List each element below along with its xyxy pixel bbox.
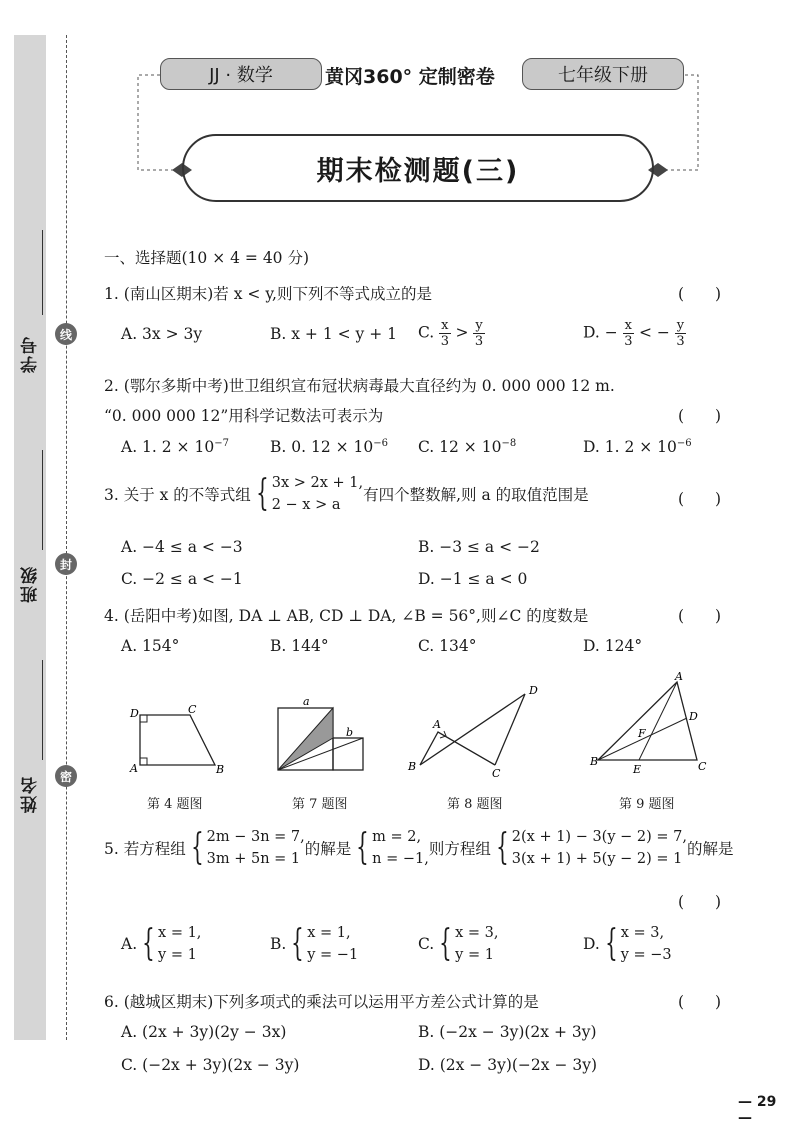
f8-label-d: D <box>529 684 538 697</box>
q1-c-prefix: C. <box>418 323 435 342</box>
section-heading: 一、选择题(10 × 4 = 40 分) <box>104 249 310 267</box>
q2-stem-line1: 2. (鄂尔多斯中考)世卫组织宣布冠状病毒最大直径约为 0. 000 000 12 m. <box>104 377 615 395</box>
binding-dashed-line <box>66 35 67 1040</box>
q1-stem: 1. (南山区期末)若 x < y,则下列不等式成立的是 <box>104 285 432 303</box>
q1-option-d <box>583 318 686 349</box>
q4-option-d: D. 124° <box>583 637 643 655</box>
seal-line-icon: 线 <box>55 323 77 345</box>
q3-stem-post: 有四个整数解,则 a 的取值范围是 <box>363 486 589 504</box>
page-title: 期末检测题(三) <box>182 134 654 202</box>
name-label: 姓名 <box>21 775 41 813</box>
q4-option-a: A. 154° <box>121 637 180 655</box>
q5-option-d: D. { x = 3, y = −3 <box>583 923 672 964</box>
q1-d-frac2: $\frac{y}{3}$ <box>676 318 685 349</box>
q6-answer-blank: ( ) <box>678 993 722 1011</box>
q4-option-b: B. 144° <box>270 637 329 655</box>
q5-stem-pre: 5. 若方程组 <box>104 840 186 858</box>
figure-9 <box>589 670 707 776</box>
fig9-caption: 第 9 题图 <box>619 797 675 812</box>
fig7-caption: 第 7 题图 <box>292 797 348 812</box>
q5-option-c: C. { x = 3, y = 1 <box>418 923 499 964</box>
q3-option-b: B. −3 ≤ a < −2 <box>418 538 540 556</box>
class-write-line <box>42 450 43 550</box>
q2-option-a: A. 1. $2 \times 10^{-7}$ <box>121 438 229 457</box>
q2-answer-blank: ( ) <box>678 407 722 425</box>
q4-option-c: C. 134° <box>418 637 477 655</box>
f4-label-b: B <box>216 763 225 776</box>
grade-badge: 七年级下册 <box>522 58 684 90</box>
q5-stem-mid2: 则方程组 <box>428 840 491 858</box>
f9-label-d: D <box>689 710 698 723</box>
q1-c-frac2: $\frac{y}{3}$ <box>474 318 484 349</box>
f7-label-b: b <box>346 726 354 739</box>
q1-option-a: A. 3x > 3y <box>121 325 203 343</box>
q5-system-1: { 2m − 3n = 7, 3m + 5n = 1 <box>190 827 305 868</box>
q4-stem: 4. (岳阳中考)如图, DA ⊥ AB, CD ⊥ DA, ∠B = 56°,则∠C 的度数是 <box>104 607 589 625</box>
q3-option-a: A. −4 ≤ a < −3 <box>121 538 243 556</box>
fig8-caption: 第 8 题图 <box>447 797 503 812</box>
f9-label-e: E <box>633 763 642 776</box>
q2-option-c: C. $12 \times 10^{-8}$ <box>418 438 517 457</box>
figure-4 <box>129 703 224 776</box>
q1-d-prefix: D. − <box>583 323 618 342</box>
f4-label-a: A <box>130 762 138 775</box>
f9-label-c: C <box>698 760 707 773</box>
q1-option-c <box>418 318 485 349</box>
q1-d-frac1: $\frac{x}{3}$ <box>624 318 633 349</box>
q6-option-a: A. (2x + 3y)(2y − 3x) <box>121 1023 287 1041</box>
q6-stem: 6. (越城区期末)下列多项式的乘法可以运用平方差公式计算的是 <box>104 993 539 1011</box>
f9-label-f: F <box>638 727 646 740</box>
q4-answer-blank: ( ) <box>678 607 722 625</box>
figure-8 <box>407 684 538 780</box>
subject-badge: JJ · 数学 <box>160 58 322 90</box>
seal-dense-icon: 密 <box>55 765 77 787</box>
q6-option-b: B. (−2x − 3y)(2x + 3y) <box>418 1023 597 1041</box>
q3-inequality-system: { 3x > 2x + 1, 2 − x > a <box>255 473 364 514</box>
q3-option-d: D. −1 ≤ a < 0 <box>418 570 528 588</box>
q1-option-b: B. x + 1 < y + 1 <box>270 325 397 343</box>
q5-system-2: { m = 2, n = −1, <box>356 827 429 868</box>
f8-label-b: B <box>408 760 417 773</box>
page-number: — 29 — <box>738 1094 777 1126</box>
q3-answer-blank: ( ) <box>678 490 722 508</box>
q5-stem-mid: 的解是 <box>304 840 352 858</box>
f8-label-a: A <box>433 718 441 731</box>
q1-answer-blank: ( ) <box>678 285 722 303</box>
q5-answer-blank: ( ) <box>678 893 722 911</box>
q5-system-3: { 2(x + 1) − 3(y − 2) = 7, 3(x + 1) + 5(y − 2) = 1 <box>496 827 687 868</box>
f9-label-b: B <box>590 755 599 768</box>
q6-option-c: C. (−2x + 3y)(2x − 3y) <box>121 1056 300 1074</box>
figures-row <box>120 670 720 780</box>
q3-stem <box>104 472 589 516</box>
class-label: 班级 <box>21 565 41 603</box>
q5-stem-post: 的解是 <box>687 840 734 858</box>
q5-option-b: B. { x = 1, y = −1 <box>270 923 359 964</box>
q1-d-op: < − <box>638 323 670 342</box>
figure-7 <box>278 695 363 770</box>
q2-option-b: B. 0. $12 \times 10^{-6}$ <box>270 438 388 457</box>
q3-option-c: C. −2 ≤ a < −1 <box>121 570 243 588</box>
q1-c-frac1: $\frac{x}{3}$ <box>440 318 449 349</box>
series-title: 黄冈360° 定制密卷 <box>325 66 495 88</box>
q1-c-op: > <box>455 323 469 342</box>
seal-seal-icon: 封 <box>55 553 77 575</box>
id-label: 学号 <box>21 335 41 373</box>
q6-option-d: D. (2x − 3y)(−2x − 3y) <box>418 1056 598 1074</box>
f4-label-d: D <box>130 707 139 720</box>
q2-option-d: D. 1. $2 \times 10^{-6}$ <box>583 438 692 457</box>
f7-label-a: a <box>303 695 310 708</box>
fig4-caption: 第 4 题图 <box>147 797 203 812</box>
q3-stem-pre: 3. 关于 x 的不等式组 <box>104 486 251 504</box>
q5-stem <box>104 826 734 870</box>
f9-label-a: A <box>675 670 683 683</box>
id-write-line <box>42 230 43 315</box>
name-write-line <box>42 660 43 760</box>
q5-option-a: A. { x = 1, y = 1 <box>121 923 202 964</box>
f4-label-c: C <box>188 703 197 716</box>
q2-stem-line2: “0. 000 000 12”用科学记数法可表示为 <box>104 407 384 425</box>
f8-label-c: C <box>492 767 501 780</box>
